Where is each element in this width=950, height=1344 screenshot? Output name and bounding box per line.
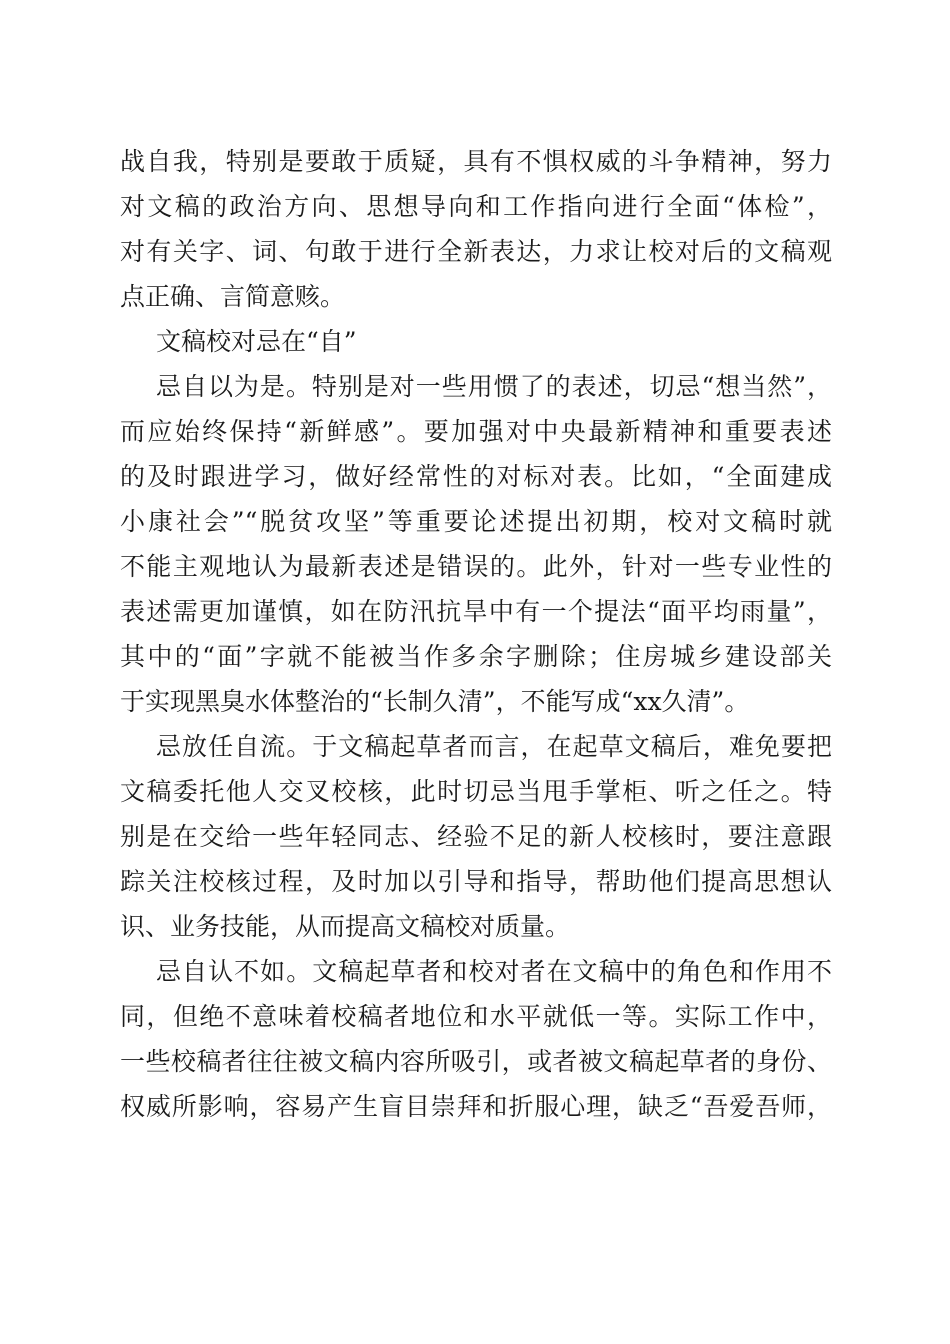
text-line: 踪关注校核过程，及时加以引导和指导，帮助他们提高思想认 xyxy=(120,867,832,896)
text-line: 对文稿的政治方向、思想导向和工作指向进行全面“体检”， xyxy=(120,192,832,221)
text-line: 同，但绝不意味着校稿者地位和水平就低一等。实际工作中， xyxy=(120,1002,832,1031)
text-line: 小康社会”“脱贫攻坚”等重要论述提出初期，校对文稿时就 xyxy=(120,507,832,536)
text-line: 文稿委托他人交叉校核，此时切忌当甩手掌柜、听之任之。特 xyxy=(120,777,832,806)
text-line: 于实现黑臭水体整治的“长制久清”，不能写成“xx久清”。 xyxy=(120,687,750,716)
text-line: 忌放任自流。于文稿起草者而言，在起草文稿后，难免要把 xyxy=(156,732,832,761)
text-line: 表述需更加谨慎，如在防汛抗旱中有一个提法“面平均雨量”， xyxy=(120,597,832,626)
text-line: 而应始终保持“新鲜感”。要加强对中央最新精神和重要表述 xyxy=(120,417,832,446)
text-line: 权威所影响，容易产生盲目崇拜和折服心理，缺乏“吾爱吾师， xyxy=(120,1092,832,1121)
text-line: 忌自以为是。特别是对一些用惯了的表述，切忌“想当然”， xyxy=(156,372,832,401)
text-line: 别是在交给一些年轻同志、经验不足的新人校核时，要注意跟 xyxy=(120,822,832,851)
text-line: 点正确、言简意赅。 xyxy=(120,282,346,311)
text-line: 其中的“面”字就不能被当作多余字删除；住房城乡建设部关 xyxy=(120,642,832,671)
text-line: 对有关字、词、句敢于进行全新表达，力求让校对后的文稿观 xyxy=(120,237,832,266)
section-heading: 文稿校对忌在“自” xyxy=(156,327,357,356)
text-line: 战自我，特别是要敢于质疑，具有不惧权威的斗争精神，努力 xyxy=(120,147,832,176)
text-line: 的及时跟进学习，做好经常性的对标对表。比如，“全面建成 xyxy=(120,462,832,491)
text-line: 忌自认不如。文稿起草者和校对者在文稿中的角色和作用不 xyxy=(156,957,832,986)
text-line: 不能主观地认为最新表述是错误的。此外，针对一些专业性的 xyxy=(120,552,832,581)
text-line: 识、业务技能，从而提高文稿校对质量。 xyxy=(120,912,571,941)
text-line: 一些校稿者往往被文稿内容所吸引，或者被文稿起草者的身份、 xyxy=(120,1047,832,1076)
